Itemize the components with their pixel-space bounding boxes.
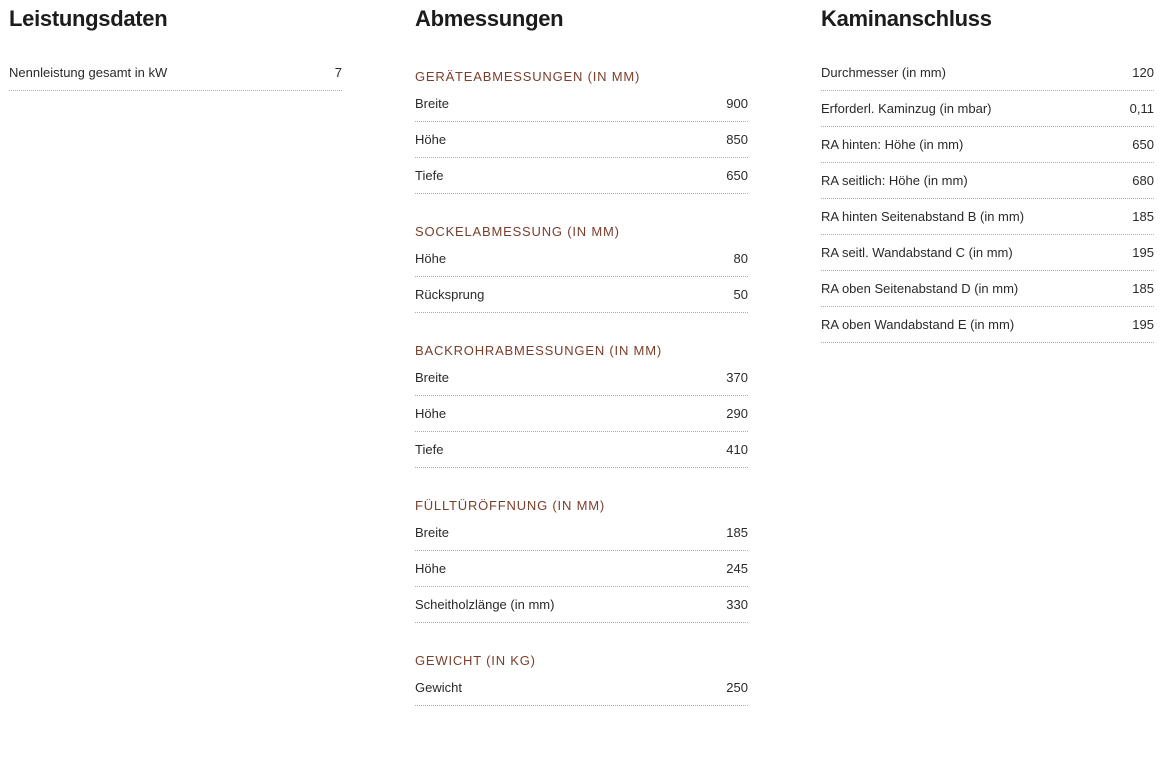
section-heading: BACKROHRABMESSUNGEN (IN MM) xyxy=(415,343,662,358)
spec-value: 80 xyxy=(733,251,748,266)
spec-value: 370 xyxy=(726,370,748,385)
spec-value: 680 xyxy=(1132,173,1154,188)
spec-label: Breite xyxy=(415,96,449,111)
spec-row xyxy=(821,91,1154,127)
spec-value: 7 xyxy=(334,65,342,80)
spec-row xyxy=(821,55,1154,91)
spec-list xyxy=(415,241,748,313)
spec-row xyxy=(415,86,748,122)
section-heading: GERÄTEABMESSUNGEN (IN MM) xyxy=(415,69,641,84)
section-fuelltueroeffnung xyxy=(415,498,748,623)
spec-label: RA seitl. Wandabstand C (in mm) xyxy=(821,245,1013,260)
column-title: Leistungsdaten xyxy=(9,6,168,31)
spec-label: RA hinten: Höhe (in mm) xyxy=(821,137,964,152)
column-title: Kaminanschluss xyxy=(821,6,992,31)
spec-label: Tiefe xyxy=(415,168,444,183)
spec-label: RA hinten Seitenabstand B (in mm) xyxy=(821,209,1025,224)
spec-label: RA oben Seitenabstand D (in mm) xyxy=(821,281,1019,296)
spec-list xyxy=(415,86,748,194)
section-geraeteabmessungen xyxy=(415,69,748,194)
column-leistungsdaten xyxy=(9,6,342,91)
spec-label: Scheitholzlänge (in mm) xyxy=(415,597,555,612)
spec-row xyxy=(415,122,748,158)
spec-row xyxy=(415,241,748,277)
spec-value: 410 xyxy=(726,442,748,457)
spec-value: 850 xyxy=(726,132,748,147)
spec-row xyxy=(415,158,748,194)
section-heading: SOCKELABMESSUNG (IN MM) xyxy=(415,224,620,239)
spec-row xyxy=(415,360,748,396)
spec-value: 195 xyxy=(1132,317,1154,332)
spec-list xyxy=(415,670,748,706)
spec-list xyxy=(821,55,1154,343)
spec-value: 185 xyxy=(726,525,748,540)
spec-row xyxy=(821,271,1154,307)
spec-value: 120 xyxy=(1132,65,1154,80)
spec-label: RA oben Wandabstand E (in mm) xyxy=(821,317,1015,332)
spec-value: 650 xyxy=(1132,137,1154,152)
section-heading: FÜLLTÜRÖFFNUNG (IN MM) xyxy=(415,498,605,513)
spec-row xyxy=(415,396,748,432)
spec-row xyxy=(415,515,748,551)
section-heading: GEWICHT (IN KG) xyxy=(415,653,536,668)
spec-list xyxy=(415,360,748,468)
spec-list xyxy=(415,515,748,623)
spec-label: Nennleistung gesamt in kW xyxy=(9,65,168,80)
spec-row xyxy=(415,551,748,587)
spec-label: Tiefe xyxy=(415,442,444,457)
spec-label: Rücksprung xyxy=(415,287,485,302)
spec-value: 195 xyxy=(1132,245,1154,260)
spec-row xyxy=(821,127,1154,163)
column-abmessungen xyxy=(415,6,748,706)
spec-label: Durchmesser (in mm) xyxy=(821,65,946,80)
spec-row xyxy=(415,277,748,313)
spec-value: 290 xyxy=(726,406,748,421)
spec-value: 50 xyxy=(733,287,748,302)
spec-value: 650 xyxy=(726,168,748,183)
spec-value: 330 xyxy=(726,597,748,612)
spec-list xyxy=(9,55,342,91)
spec-row xyxy=(415,432,748,468)
spec-row xyxy=(821,235,1154,271)
column-kaminanschluss xyxy=(821,6,1154,343)
spec-value: 185 xyxy=(1132,209,1154,224)
spec-row xyxy=(821,199,1154,235)
spec-value: 0,11 xyxy=(1129,101,1154,116)
spec-row xyxy=(821,163,1154,199)
section-sockelabmessung xyxy=(415,224,748,313)
spec-label: Gewicht xyxy=(415,680,462,695)
spec-label: Höhe xyxy=(415,406,447,421)
spec-label: Höhe xyxy=(415,251,447,266)
spec-value: 245 xyxy=(726,561,748,576)
column-title: Abmessungen xyxy=(415,6,564,31)
spec-label: Höhe xyxy=(415,132,447,147)
spec-label: Breite xyxy=(415,525,449,540)
spec-label: RA seitlich: Höhe (in mm) xyxy=(821,173,968,188)
spec-value: 900 xyxy=(726,96,748,111)
spec-row xyxy=(415,670,748,706)
spec-row xyxy=(415,587,748,623)
spec-value: 185 xyxy=(1132,281,1154,296)
spec-label: Breite xyxy=(415,370,449,385)
spec-row xyxy=(9,55,342,91)
spec-value: 250 xyxy=(726,680,748,695)
spec-label: Höhe xyxy=(415,561,447,576)
section-gewicht xyxy=(415,653,748,706)
spec-row xyxy=(821,307,1154,343)
spec-label: Erforderl. Kaminzug (in mbar) xyxy=(821,101,992,116)
section-backrohrabmessungen xyxy=(415,343,748,468)
